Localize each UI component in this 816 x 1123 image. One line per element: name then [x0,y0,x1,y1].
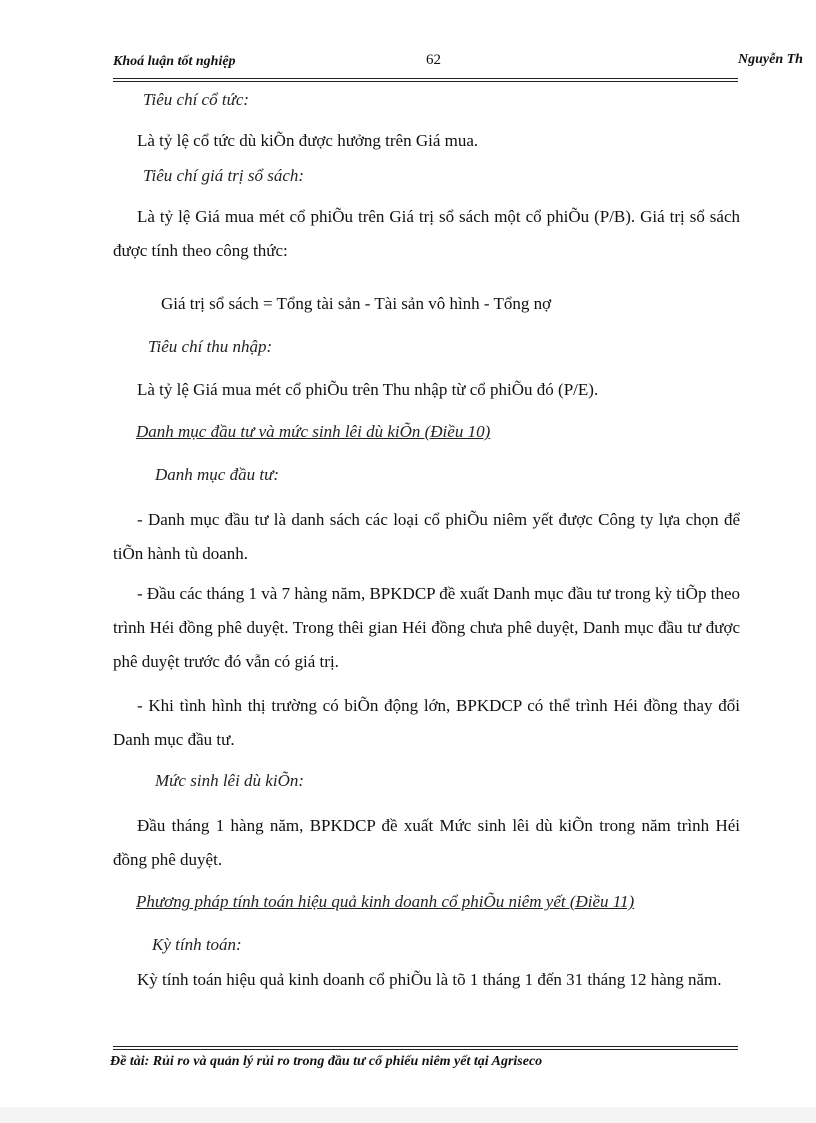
heading-muc-sinh-loi: Mức sinh lêi dù kiÕn: [155,771,305,790]
footer-rule-top [113,1046,738,1047]
header-rule-top [113,78,738,79]
paragraph-muc-sinh-loi: Đầu tháng 1 hàng năm, BPKDCP đề xuất Mức sinh lêi dù kiÕn trong năm trình Héi đồng phê duyệt. [113,816,740,869]
heading-danh-muc: Danh mục đầu tư: [155,465,280,484]
page-number: 62 [426,52,441,68]
header-rule-bottom [113,81,738,82]
heading-ky-tinh-toan: Kỳ tính toán: [152,935,242,954]
footer-rule-bottom [113,1049,738,1050]
footer-thesis-title: Đề tài: Rủi ro và quản lý rủi ro trong đầu tư cổ phiếu niêm yết tại Agriseco [110,1054,543,1069]
header-left-title: Khoá luận tốt nghiệp [113,54,236,69]
paragraph-gia-tri-so-sach: Là tỷ lệ Giá mua mét cổ phiÕu trên Giá trị sổ sách một cổ phiÕu (P/B). Giá trị sổ sách được tính theo công thức: [113,207,740,260]
formula: Giá trị sổ sách = Tổng tài sản - Tài sản vô hình - Tổng nợ [161,294,552,313]
section-heading-dieu-10: Danh mục đầu tư và mức sinh lêi dù kiÕn (Điều 10) [136,422,491,441]
heading-gia-tri-so-sach: Tiêu chí giá trị sổ sách: [143,166,305,185]
page-bottom-band [0,1107,816,1123]
heading-thu-nhap: Tiêu chí thu nhập: [148,337,273,356]
heading-co-tuc: Tiêu chí cổ tức: [143,90,250,109]
bullet-danh-muc-2: - Đầu các tháng 1 và 7 hàng năm, BPKDCP đề xuất Danh mục đầu tư trong kỳ tiÕp theo trình Héi đồng phê duyệt. Trong thêi gian Héi đồng chưa phê duyệt, Danh mục đầu tư được phê duyệt trước đó vẫn có giá trị. [113,584,740,671]
paragraph-ky-tinh-toan: Kỳ tính toán hiệu quả kinh doanh cổ phiÕu là tõ 1 tháng 1 đến 31 tháng 12 hàng năm. [137,970,722,989]
section-heading-dieu-11: Phương pháp tính toán hiệu quả kinh doanh cổ phiÕu niêm yết (Điều 11) [136,892,635,911]
bullet-danh-muc-3: - Khi tình hình thị trường có biÕn động lớn, BPKDCP có thể trình Héi đồng thay đổi Danh mục đầu tư. [113,696,740,749]
bullet-danh-muc-1: - Danh mục đầu tư là danh sách các loại cổ phiÕu niêm yết được Công ty lựa chọn để tiÕn hành tù doanh. [113,510,740,563]
paragraph-thu-nhap: Là tỷ lệ Giá mua mét cổ phiÕu trên Thu nhập từ cổ phiÕu đó (P/E). [137,380,599,399]
paragraph-co-tuc: Là tỷ lệ cổ tức dù kiÕn được hưởng trên Giá mua. [137,131,479,150]
header-author: Nguyễn Th [738,52,803,67]
